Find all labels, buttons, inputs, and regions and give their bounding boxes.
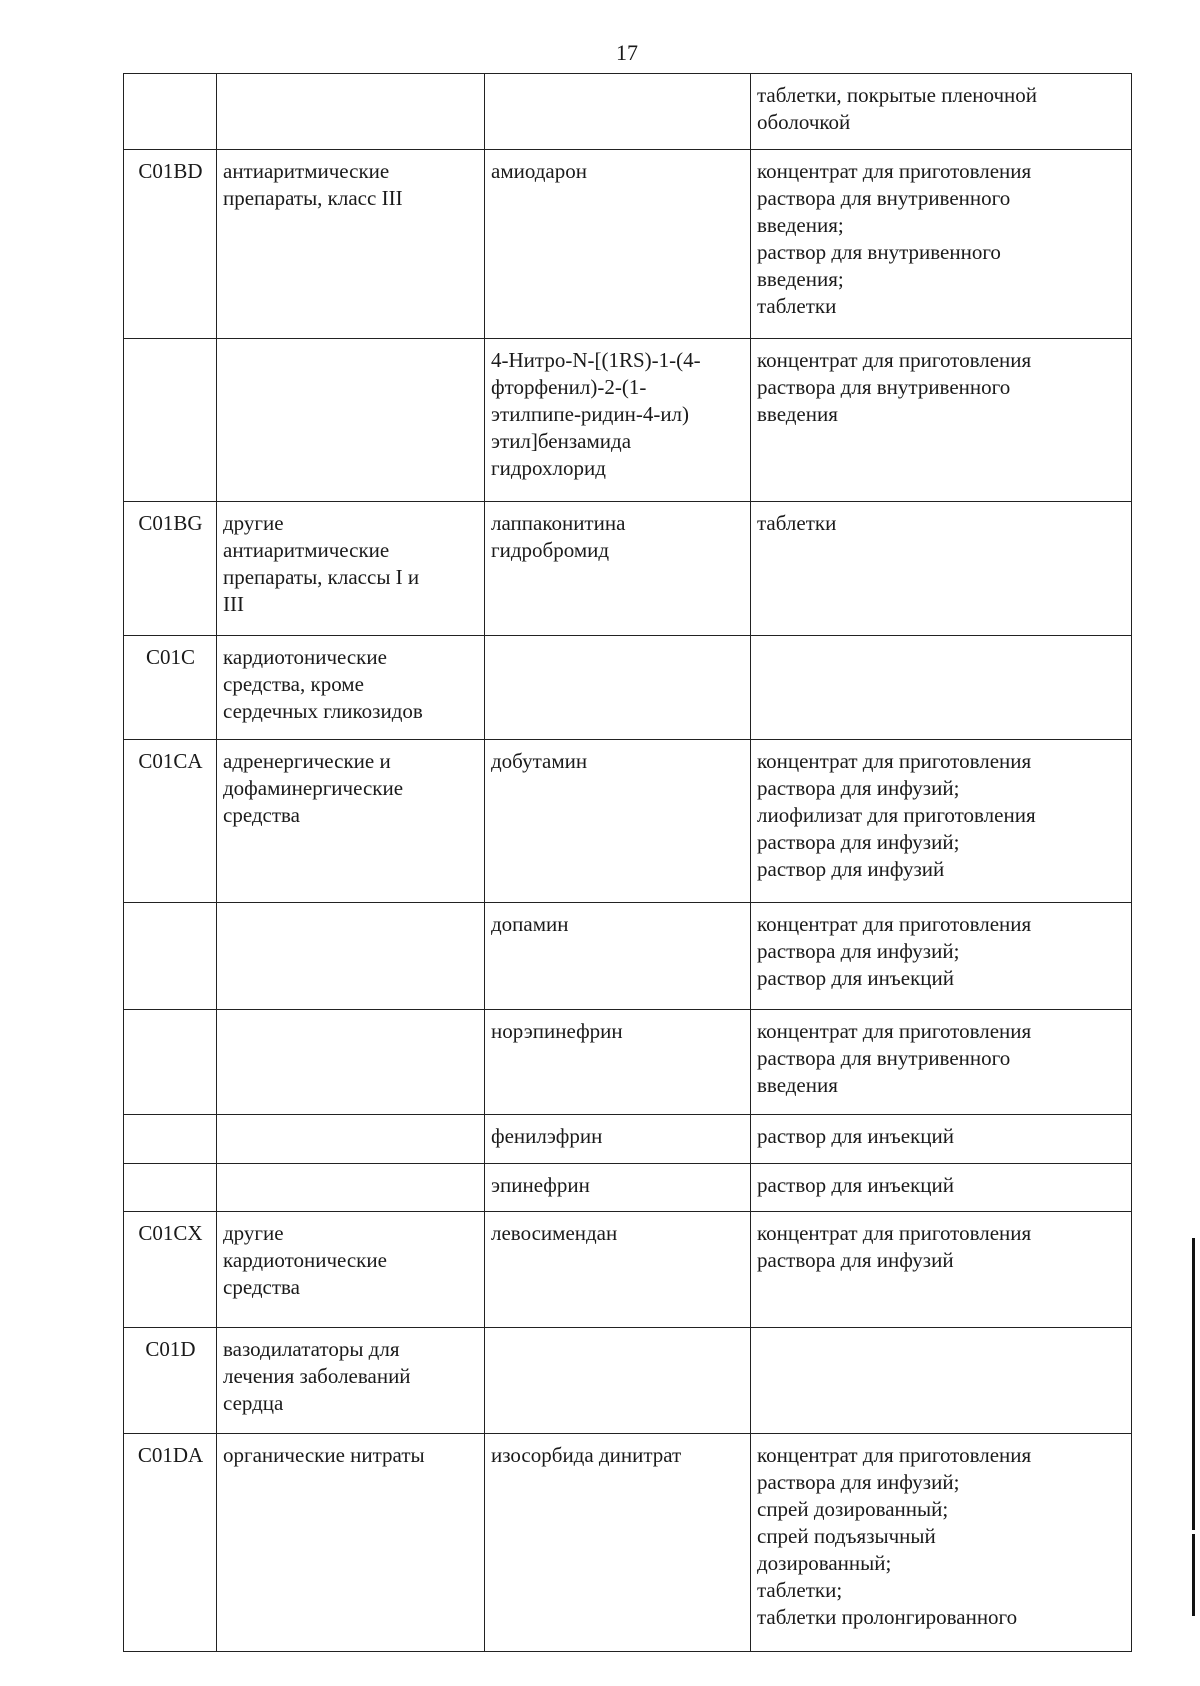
substance-cell: норэпинефрин xyxy=(485,1010,751,1115)
table-row xyxy=(124,1010,1132,1115)
dosage-forms-cell: концентрат для приготовления раствора для инфузий; раствор для инъекций xyxy=(751,903,1132,1010)
pharm-group-cell xyxy=(217,903,485,1010)
table-row xyxy=(124,903,1132,1010)
atc-code-cell: C01BD xyxy=(124,150,217,339)
substance-cell xyxy=(485,636,751,740)
dosage-forms-cell: концентрат для приготовления раствора для инфузий xyxy=(751,1212,1132,1328)
pharm-group-cell xyxy=(217,339,485,502)
table-row xyxy=(124,502,1132,636)
substance-cell xyxy=(485,74,751,150)
atc-code-cell xyxy=(124,74,217,150)
pharm-group-cell xyxy=(217,1164,485,1212)
atc-code-cell xyxy=(124,1010,217,1115)
dosage-forms-cell: концентрат для приготовления раствора для внутривенного введения xyxy=(751,1010,1132,1115)
atc-code-cell: C01CA xyxy=(124,740,217,903)
dosage-forms-cell: концентрат для приготовления раствора для внутривенного введения xyxy=(751,339,1132,502)
dosage-forms-cell: раствор для инъекций xyxy=(751,1115,1132,1164)
pharm-group-cell: другие антиаритмические препараты, классы I и III xyxy=(217,502,485,636)
atc-code-cell: C01CX xyxy=(124,1212,217,1328)
substance-cell xyxy=(485,1328,751,1434)
dosage-forms-cell: таблетки xyxy=(751,502,1132,636)
page-number: 17 xyxy=(616,40,638,65)
table-row xyxy=(124,74,1132,150)
dosage-forms-cell: концентрат для приготовления раствора для внутривенного введения; раствор для внутривенного введения; таблетки xyxy=(751,150,1132,339)
table-row xyxy=(124,636,1132,740)
table-row xyxy=(124,1164,1132,1212)
pharm-group-cell: вазодилататоры для лечения заболеваний сердца xyxy=(217,1328,485,1434)
substance-cell: допамин xyxy=(485,903,751,1010)
pharm-group-cell xyxy=(217,74,485,150)
substance-cell: фенилэфрин xyxy=(485,1115,751,1164)
substance-cell: 4-Нитро-N-[(1RS)-1-(4- фторфенил)-2-(1- этилпипе-ридин-4-ил) этил]бензамида гидрохлорид xyxy=(485,339,751,502)
pharm-group-cell xyxy=(217,1115,485,1164)
atc-code-cell: C01C xyxy=(124,636,217,740)
table-row xyxy=(124,339,1132,502)
dosage-forms-cell: концентрат для приготовления раствора для инфузий; лиофилизат для приготовления раствора для инфузий; раствор для инфузий xyxy=(751,740,1132,903)
atc-code-cell: C01D xyxy=(124,1328,217,1434)
table-row xyxy=(124,150,1132,339)
table-row xyxy=(124,740,1132,903)
dosage-forms-cell xyxy=(751,636,1132,740)
pharm-group-cell: органические нитраты xyxy=(217,1434,485,1652)
pharm-group-cell: другие кардиотонические средства xyxy=(217,1212,485,1328)
atc-code-cell: C01BG xyxy=(124,502,217,636)
atc-code-cell xyxy=(124,903,217,1010)
substance-cell: левосимендан xyxy=(485,1212,751,1328)
substance-cell: лаппаконитина гидробромид xyxy=(485,502,751,636)
table-row xyxy=(124,1328,1132,1434)
table-row xyxy=(124,1115,1132,1164)
dosage-forms-cell xyxy=(751,1328,1132,1434)
margin-line xyxy=(1192,1534,1195,1616)
substance-cell: эпинефрин xyxy=(485,1164,751,1212)
dosage-forms-cell: концентрат для приготовления раствора для инфузий; спрей дозированный; спрей подъязычный дозированный; таблетки; таблетки пролонгированного xyxy=(751,1434,1132,1652)
atc-code-cell xyxy=(124,1164,217,1212)
pharm-group-cell: кардиотонические средства, кроме сердечных гликозидов xyxy=(217,636,485,740)
table-body xyxy=(124,74,1132,1652)
pharm-group-cell xyxy=(217,1010,485,1115)
dosage-forms-cell: раствор для инъекций xyxy=(751,1164,1132,1212)
pharm-group-cell: антиаритмические препараты, класс III xyxy=(217,150,485,339)
substance-cell: добутамин xyxy=(485,740,751,903)
table-row xyxy=(124,1434,1132,1652)
dosage-forms-cell: таблетки, покрытые пленочной оболочкой xyxy=(751,74,1132,150)
substance-cell: амиодарон xyxy=(485,150,751,339)
drug-table xyxy=(123,73,1132,1652)
atc-code-cell: C01DA xyxy=(124,1434,217,1652)
atc-code-cell xyxy=(124,1115,217,1164)
atc-code-cell xyxy=(124,339,217,502)
substance-cell: изосорбида динитрат xyxy=(485,1434,751,1652)
margin-line xyxy=(1192,1238,1195,1530)
table-row xyxy=(124,1212,1132,1328)
pharm-group-cell: адренергические и дофаминергические средства xyxy=(217,740,485,903)
